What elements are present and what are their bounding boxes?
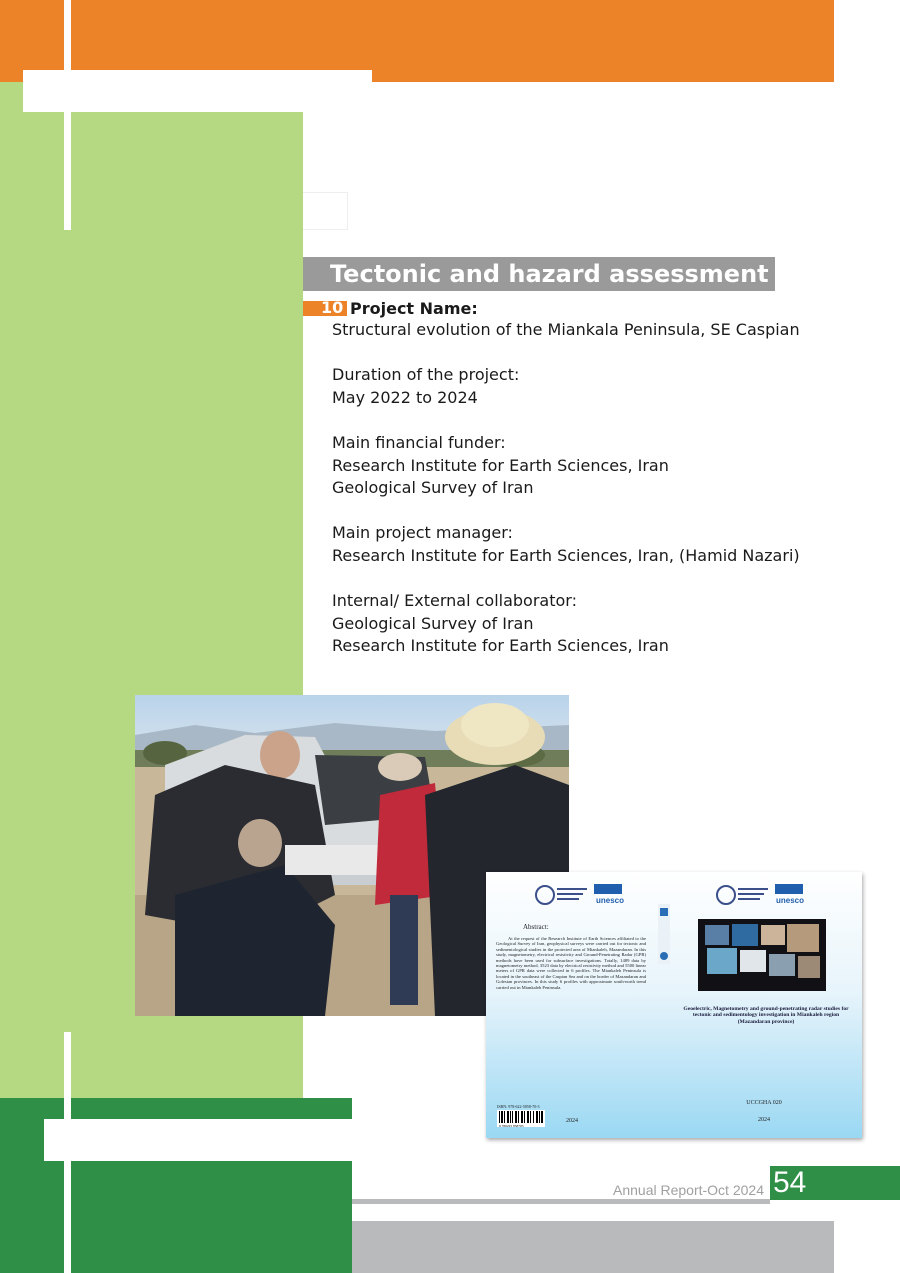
- isbn-text: ISBN: 978-622-5858-70-3: [497, 1104, 540, 1109]
- abstract-text: At the request of the Research Institute of Earth Sciences affiliated to the Geological Survey of Iran, geophysical surveys were carried out for tectonic and sedimentological studies in the protected area of Miankaleh, Mazandaran. In this study, magnetometry, electrical resistivity and Ground-Penetrating Radar (GPR) methods have been used for subsurface investigations. Totally, 1489 data by magnetometry method, 3523 data by electrical resistivity method and 5500 linear meters of GPR data were collected in 6 profiles. The Miankaleh Peninsula is located in the southeast of the Caspian Sea and on the border of Mazandaran and Golestan provinces. In this study 6 profiles with approximate south-north trend carried out in Miankaleh Peninsula.: [496, 936, 646, 990]
- collaborator-item: Geological Survey of Iran: [332, 613, 534, 633]
- project-name-label: Project Name:: [350, 299, 478, 318]
- back-year: 2024: [566, 1118, 578, 1124]
- unesco-logo-front: unesco: [776, 896, 805, 905]
- report-cover: [486, 872, 862, 1138]
- section-title: Tectonic and hazard assessment: [330, 260, 769, 288]
- barcode-digits: 9 786225 858703: [499, 1124, 524, 1128]
- page-number: 54: [773, 1166, 807, 1199]
- funder-item: Geological Survey of Iran: [332, 478, 534, 498]
- project-number: 10: [321, 298, 344, 317]
- white-accent-bar-bottom: [44, 1119, 352, 1161]
- unesco-logo-back: unesco: [596, 896, 625, 905]
- manager-value: Research Institute for Earth Sciences, Iran, (Hamid Nazari): [332, 545, 800, 565]
- white-vertical-line-bottom: [64, 1032, 71, 1273]
- white-accent-bar-top: [23, 70, 372, 112]
- funder-item: Research Institute for Earth Sciences, Iran: [332, 455, 669, 475]
- annual-report-label: Annual Report-Oct 2024: [613, 1182, 764, 1198]
- project-name: Structural evolution of the Miankala Peninsula, SE Caspian: [332, 320, 800, 339]
- report-code: UCCGHA 020: [746, 1100, 782, 1106]
- white-vertical-line-top: [64, 0, 71, 230]
- collaborator-label: Internal/ External collaborator:: [332, 591, 577, 611]
- faint-outline-box: [303, 192, 348, 230]
- funder-label: Main financial funder:: [332, 432, 506, 452]
- report-title: Geoelectric, Magnetometry and ground-penetrating radar studies for tectonic and sedimentology investigation in Miankaleh region (Mazandaran province): [683, 1006, 849, 1025]
- manager-label: Main project manager:: [332, 523, 513, 543]
- collaborator-item: Research Institute for Earth Sciences, Iran: [332, 636, 669, 656]
- project-details: [332, 319, 800, 658]
- footer-rule: [352, 1199, 770, 1204]
- abstract-heading: Abstract:: [523, 923, 549, 931]
- duration-label: Duration of the project:: [332, 365, 520, 385]
- front-year: 2024: [758, 1117, 770, 1123]
- barcode: [497, 1104, 545, 1128]
- gray-footer-band: [352, 1221, 834, 1273]
- duration-value: May 2022 to 2024: [332, 387, 478, 407]
- cover-photo-collage: [698, 919, 826, 991]
